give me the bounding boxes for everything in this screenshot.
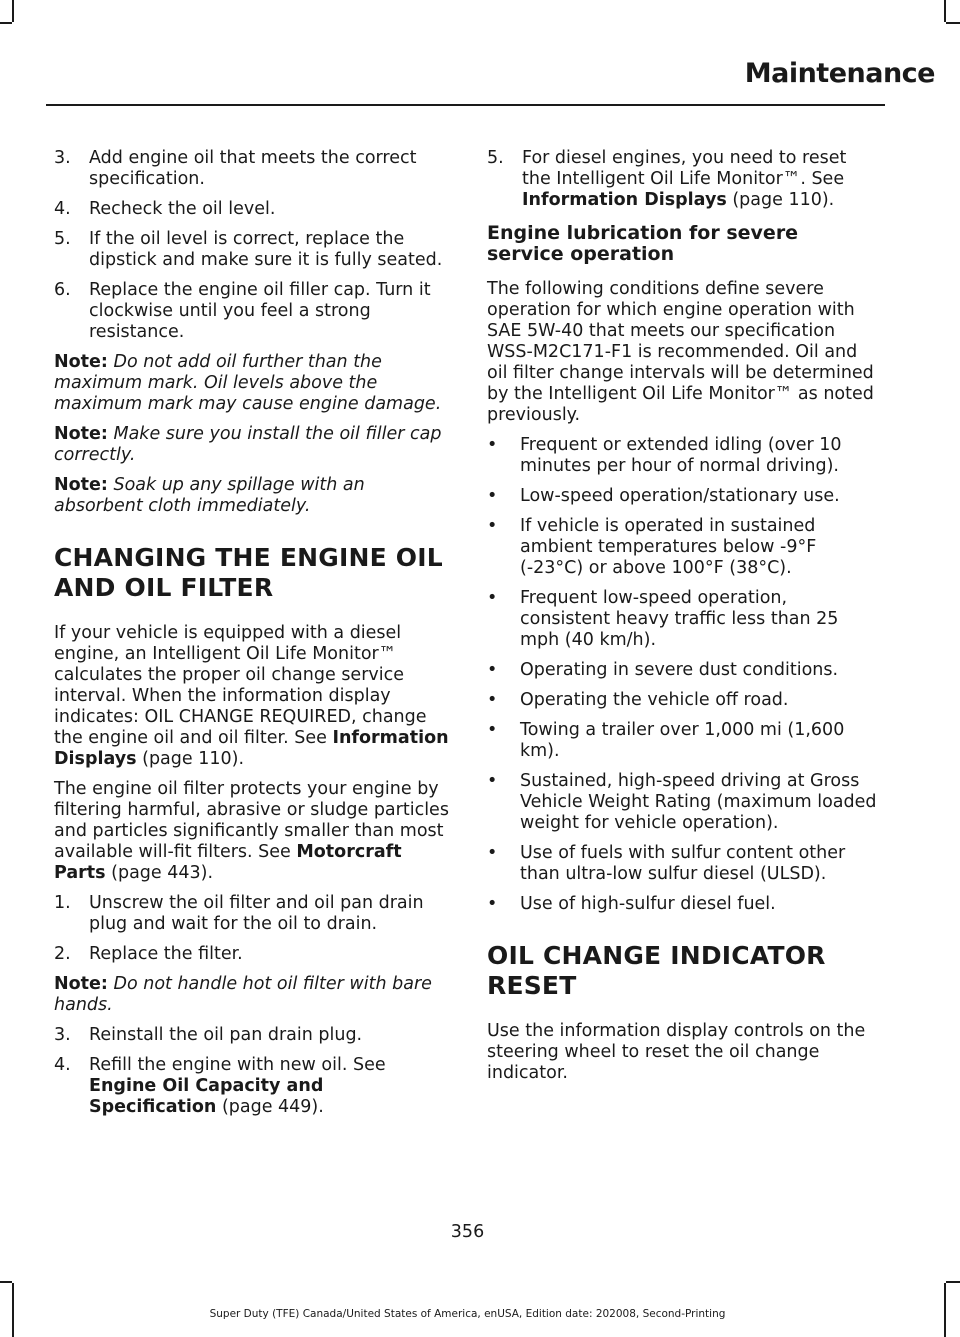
paragraph: The following conditions define severe operation for which engine operation with SAE 5W-40 that meets our specification WSS-M2C171-F1 is recommended. Oil and oil filter change intervals will be determined by the Intelligent Oil Life Monitor™ as noted previously. xyxy=(487,279,874,425)
list-item xyxy=(54,893,450,935)
paragraph-text: The engine oil filter protects your engine by filtering harmful, abrasive or sludge particles and particles significantly smaller than most available will-fit filters. See xyxy=(54,779,449,862)
bullet-icon: • xyxy=(487,843,498,863)
step-text: Reinstall the oil pan drain plug. xyxy=(89,1025,363,1045)
note xyxy=(54,352,450,415)
page-title: Maintenance xyxy=(744,58,935,89)
bullet-text: Sustained, high-speed driving at Gross Vehicle Weight Rating (maximum loaded weight for vehicle operation). xyxy=(520,771,877,833)
step-text: If the oil level is correct, replace the dipstick and make sure it is fully seated. xyxy=(89,229,443,270)
paragraph xyxy=(54,623,450,770)
page-reference: (page 443). xyxy=(105,863,214,883)
subsection-heading: Engine lubrication for severe service operation xyxy=(487,222,799,265)
bullet-item xyxy=(487,660,880,681)
bullet-text: Operating in severe dust conditions. xyxy=(520,660,839,680)
cross-reference-link[interactable]: Engine Oil Capacity and Specification xyxy=(89,1076,324,1117)
note-text: Soak up any spillage with an absorbent cloth immediately. xyxy=(54,475,365,516)
note-label: Note: xyxy=(54,974,108,994)
footer-edition-info: Super Duty (TFE) Canada/United States of America, enUSA, Edition date: 202008, Second-Printing xyxy=(209,1308,726,1320)
bullet-icon: • xyxy=(487,894,498,914)
step-text: Add engine oil that meets the correct specification. xyxy=(89,148,417,189)
crop-mark xyxy=(0,22,12,24)
note-text: Make sure you install the oil filler cap correctly. xyxy=(54,424,442,465)
bullet-text: Operating the vehicle off road. xyxy=(520,690,789,710)
step-number: 3. xyxy=(54,148,71,168)
bullet-item xyxy=(487,486,880,507)
crop-mark xyxy=(944,1283,946,1337)
list-item xyxy=(54,1055,450,1118)
step-number: 1. xyxy=(54,893,71,913)
page-reference: (page 110). xyxy=(136,749,245,769)
step-text: Refill the engine with new oil. See xyxy=(89,1055,386,1075)
crop-mark xyxy=(946,22,960,24)
list-item xyxy=(487,148,880,211)
note-label: Note: xyxy=(54,475,108,495)
step-number: 5. xyxy=(54,229,71,249)
step-text: Unscrew the oil filter and oil pan drain plug and wait for the oil to drain. xyxy=(89,893,424,934)
list-item xyxy=(54,944,450,965)
page-reference: (page 110). xyxy=(726,190,835,210)
step-number: 6. xyxy=(54,280,71,300)
cross-reference-link[interactable]: Information Displays xyxy=(54,728,449,769)
bullet-icon: • xyxy=(487,516,498,536)
bullet-icon: • xyxy=(487,771,498,791)
paragraph-text: If your vehicle is equipped with a diesel engine, an Intelligent Oil Life Monitor™ calculates the proper oil change service interval. When the information display indicates: OIL CHANGE REQUIRED, change the engine oil and oil filter. See xyxy=(54,623,427,748)
section-heading: CHANGING THE ENGINE OIL AND OIL FILTER xyxy=(54,543,443,602)
bullet-item xyxy=(487,720,880,762)
step-text: Replace the engine oil filler cap. Turn it clockwise until you feel a strong resistance. xyxy=(89,280,431,342)
section-heading: OIL CHANGE INDICATOR RESET xyxy=(487,941,826,1000)
paragraph xyxy=(54,779,450,884)
list-item xyxy=(54,199,450,220)
note xyxy=(54,424,450,466)
bullet-text: Towing a trailer over 1,000 mi (1,600 km). xyxy=(520,720,845,761)
conditions-list xyxy=(487,435,880,915)
page-number: 356 xyxy=(450,1222,485,1242)
crop-mark xyxy=(12,0,14,22)
bullet-icon: • xyxy=(487,486,498,506)
note xyxy=(54,974,450,1016)
steps-list-a xyxy=(54,148,450,343)
bullet-icon: • xyxy=(487,690,498,710)
bullet-item xyxy=(487,894,880,915)
note-label: Note: xyxy=(54,352,108,372)
bullet-icon: • xyxy=(487,660,498,680)
bullet-text: Use of high-sulfur diesel fuel. xyxy=(520,894,776,914)
bullet-icon: • xyxy=(487,435,498,455)
bullet-item xyxy=(487,516,880,579)
right-column xyxy=(487,148,880,1093)
bullet-item xyxy=(487,588,880,651)
header-divider xyxy=(46,104,885,106)
note-label: Note: xyxy=(54,424,108,444)
bullet-text: If vehicle is operated in sustained ambient temperatures below -9°F (-23°C) or above 100°F (38°C). xyxy=(520,516,817,578)
step-text: For diesel engines, you need to reset the Intelligent Oil Life Monitor™. See xyxy=(522,148,847,189)
bullet-item xyxy=(487,771,880,834)
page-reference: (page 449). xyxy=(216,1097,324,1117)
bullet-text: Use of fuels with sulfur content other than ultra-low sulfur diesel (ULSD). xyxy=(520,843,846,884)
bullet-text: Low-speed operation/stationary use. xyxy=(520,486,840,506)
note xyxy=(54,475,450,517)
bullet-text: Frequent low-speed operation, consistent heavy traffic less than 25 mph (40 km/h). xyxy=(520,588,839,650)
bullet-text: Frequent or extended idling (over 10 minutes per hour of normal driving). xyxy=(520,435,842,476)
bullet-item xyxy=(487,435,880,477)
bullet-icon: • xyxy=(487,720,498,740)
step-number: 4. xyxy=(54,1055,71,1075)
crop-mark xyxy=(0,1281,12,1283)
list-item xyxy=(54,148,450,190)
left-column xyxy=(54,148,450,1127)
step-number: 3. xyxy=(54,1025,71,1045)
crop-mark xyxy=(946,1281,960,1283)
list-item xyxy=(54,280,450,343)
paragraph: Use the information display controls on the steering wheel to reset the oil change indicator. xyxy=(487,1021,866,1083)
step-number: 5. xyxy=(487,148,504,168)
list-item xyxy=(54,229,450,271)
crop-mark xyxy=(944,0,946,22)
bullet-item xyxy=(487,690,880,711)
cross-reference-link[interactable]: Motorcraft Parts xyxy=(54,842,402,883)
note-text: Do not handle hot oil filter with bare hands. xyxy=(54,974,432,1015)
list-item xyxy=(54,1025,450,1046)
step-text: Recheck the oil level. xyxy=(89,199,276,219)
cross-reference-link[interactable]: Information Displays xyxy=(522,190,727,210)
step-number: 2. xyxy=(54,944,71,964)
bullet-item xyxy=(487,843,880,885)
step-text: Replace the filter. xyxy=(89,944,243,964)
step-number: 4. xyxy=(54,199,71,219)
note-text: Do not add oil further than the maximum mark. Oil levels above the maximum mark may cause engine damage. xyxy=(54,352,442,414)
bullet-icon: • xyxy=(487,588,498,608)
